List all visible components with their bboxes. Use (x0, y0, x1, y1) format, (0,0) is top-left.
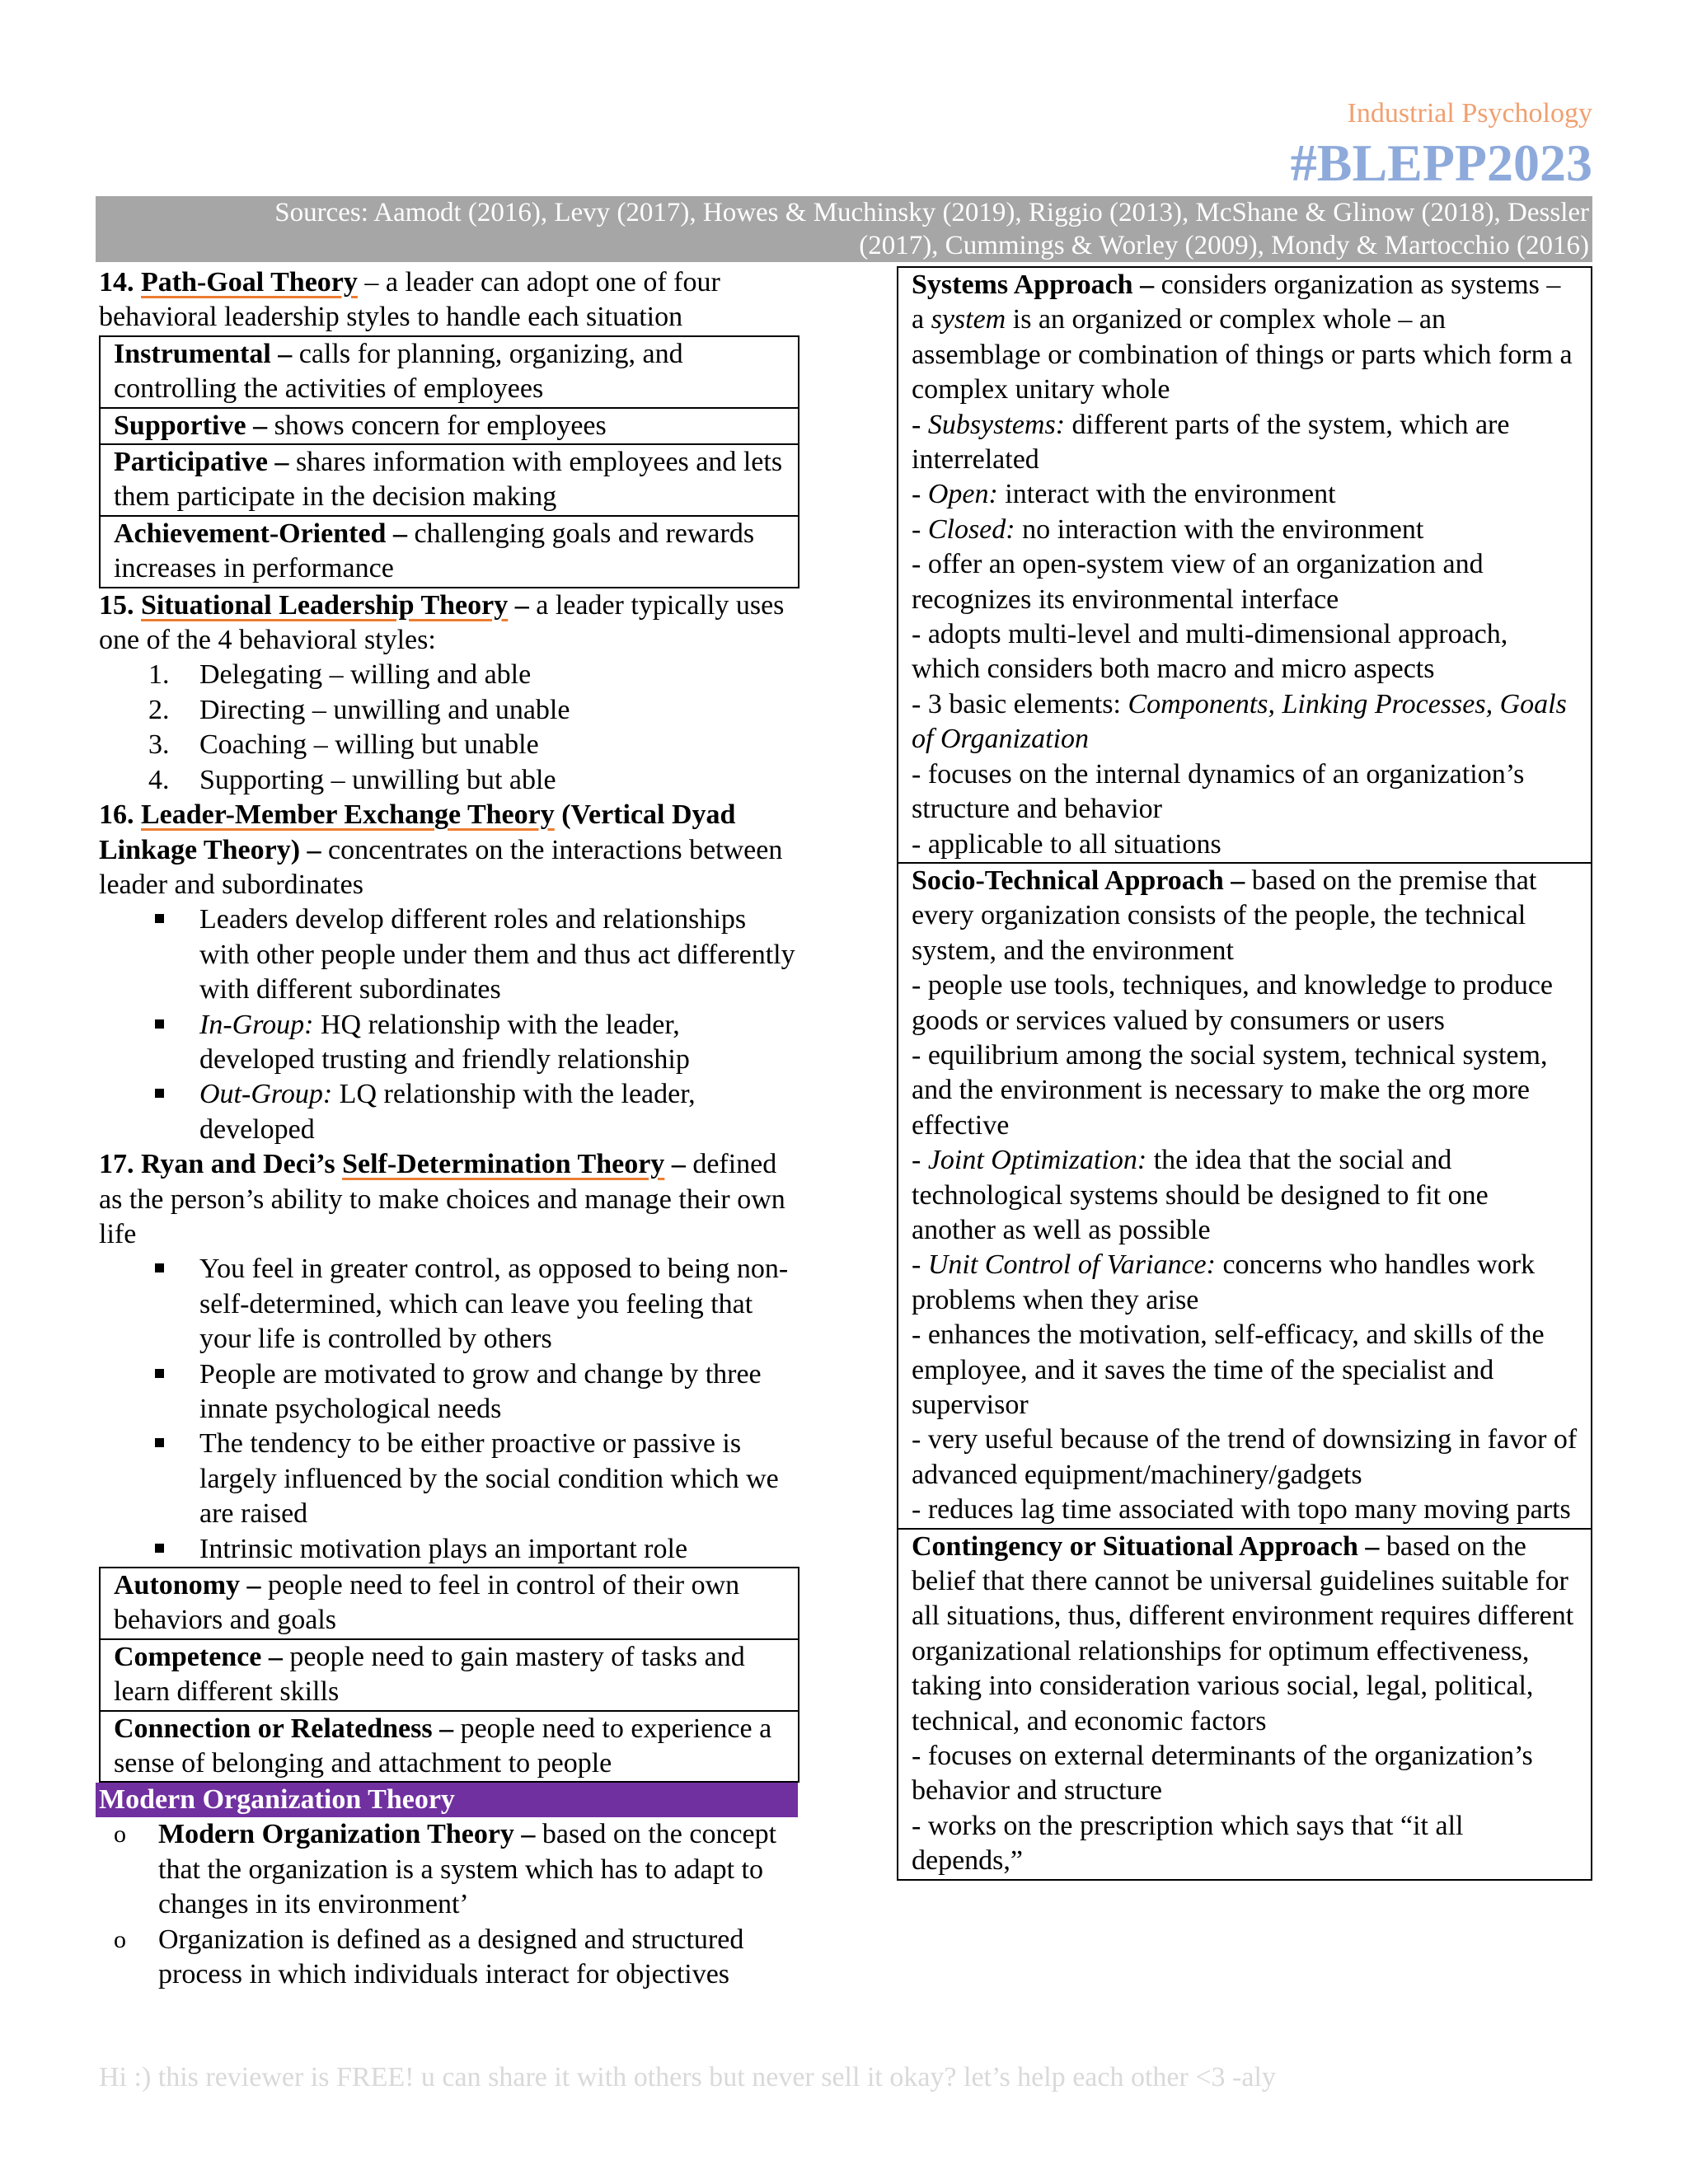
situational-styles-list (99, 658, 801, 798)
bullet-text: Leaders develop different roles and relationships with other people under them and thus act differently with different subordinates (199, 904, 795, 1005)
socio-intro (912, 864, 1578, 968)
circle-bullet: o (114, 1925, 126, 1953)
sdt-prefix: 17. Ryan and Deci’s (99, 1149, 343, 1180)
list-item (148, 658, 801, 692)
systems-line: - adopts multi-level and multi-dimensional approach, which considers both macro and micro aspects (912, 619, 1508, 685)
jo-text: the idea that the social and technological systems should be designed to fit one another as well as possible (912, 1145, 1489, 1245)
contingency-term: Contingency or Situational Approach – (912, 1530, 1380, 1562)
bullet-text: You feel in greater control, as opposed to being non-self-determined, which can leave you feeling that your life is controlled by others (199, 1254, 789, 1355)
situational-desc: a leader typically uses one of the 4 behavioral styles: (99, 589, 785, 656)
closed-term: Closed: (927, 513, 1015, 545)
style-achievement (101, 517, 798, 587)
socio-joint-optimization: - Joint Optimization: the idea that the social and technological systems should be designed to fit one another as well as possible (912, 1145, 1489, 1245)
bullet-text: The tendency to be either proactive or passive is largely influenced by the social condition which we are raised (199, 1428, 779, 1530)
item-term: Modern Organization Theory – (158, 1819, 536, 1850)
systems-closed: - Closed: no interaction with the environment (912, 513, 1424, 545)
contingency-cell (898, 1530, 1591, 1879)
systems-intro-text: considers organization as systems – a (912, 269, 1561, 335)
socio-line: - enhances the motivation, self-efficacy, and skills of the employee, and it saves the time of the specialist and supervisor (912, 1319, 1545, 1420)
need-desc: people need to feel in control of their own behaviors and goals (114, 1570, 740, 1636)
bullet-term: In-Group: (199, 1009, 314, 1040)
sdt-needs-table (99, 1567, 799, 1783)
socio-line: - reduces lag time associated with topo many moving parts (912, 1494, 1571, 1526)
situational-number: 15. (99, 589, 134, 621)
item-text: Delegating – willing and able (199, 659, 532, 691)
list-item (199, 1077, 801, 1147)
need-competence (101, 1640, 798, 1712)
item-text: Supporting – unwilling but able (199, 764, 556, 795)
closed-text: no interaction with the environment (1015, 513, 1424, 545)
bullet-text: HQ relationship with the leader, developed trusting and friendly relationship (199, 1009, 690, 1075)
socio-unit-control: - Unit Control of Variance: concerns who handles work problems when they arise (912, 1249, 1536, 1315)
lmx-name: Leader-Member Exchange Theory (141, 799, 555, 831)
list-item (148, 728, 801, 762)
item-number: 2. (148, 694, 170, 725)
systems-term: Systems Approach – (912, 269, 1155, 300)
contingency-intro-text: based on the belief that there cannot be universal guidelines suitable for all situations, thus, different environment requires different organizational relationships for optimum effectiveness, taking into consideration various social, legal, political, technical, and economic factors (912, 1530, 1574, 1736)
sdt-heading (99, 1147, 801, 1252)
bullet-text: People are motivated to grow and change by three innate psychological needs (199, 1358, 762, 1424)
bullet-text: Intrinsic motivation plays an important role (199, 1533, 688, 1564)
list-item (114, 1923, 801, 1993)
list-item (199, 1252, 801, 1357)
subsystems-term: Subsystems: (927, 409, 1066, 440)
need-desc: people need to experience a sense of belonging and attachment to people (114, 1713, 772, 1779)
item-text: Coaching – willing but unable (199, 729, 539, 761)
open-text: interact with the environment (997, 479, 1336, 510)
list-item (199, 1008, 801, 1078)
systems-open: - Open: interact with the environment (912, 479, 1336, 510)
bullet-text: LQ relationship with the leader, developed (199, 1079, 696, 1145)
modern-org-list (99, 1817, 801, 1992)
systems-intro-text-2: is an organized or complex whole – an assemblage or combination of things or parts which form a complex unitary whole (912, 304, 1573, 405)
systems-elements (912, 687, 1578, 757)
style-desc: shares information with employees and lets them participate in the decision making (114, 447, 783, 513)
subsystems-text: different parts of the system, which are interrelated (912, 409, 1510, 476)
hashtag-title: #BLEPP2023 (1290, 134, 1592, 192)
ucv-term: Unit Control of Variance: (927, 1249, 1216, 1281)
approaches-table (897, 266, 1592, 1881)
situational-heading (99, 588, 801, 658)
list-item (148, 693, 801, 728)
list-item (114, 1817, 801, 1922)
need-desc: people need to gain mastery of tasks and learn different skills (114, 1641, 745, 1708)
ucv-text: concerns who handles work problems when they arise (912, 1249, 1536, 1315)
systems-line: - offer an open-system view of an organization and recognizes its environmental interface (912, 549, 1484, 615)
sources-line-2: (2017), Cummings & Worley (2009), Mondy & Martocchio (2016) (859, 231, 1589, 260)
lmx-bullets (99, 902, 801, 1147)
need-term: Connection or Relatedness – (114, 1713, 454, 1744)
right-column (897, 266, 1592, 1881)
style-supportive (101, 409, 798, 445)
item-number: 1. (148, 659, 170, 691)
item-number: 4. (148, 764, 170, 795)
contingency-line: - focuses on external determinants of the organization’s behavior and structure (912, 1741, 1533, 1807)
socio-term: Socio-Technical Approach – (912, 865, 1245, 896)
elements-list: Components, Linking Processes, Goals of Organization (912, 688, 1567, 755)
systems-intro (912, 268, 1578, 408)
systems-approach-cell (898, 268, 1591, 864)
lmx-heading (99, 798, 801, 902)
path-goal-styles-table (99, 335, 799, 588)
footer-note: Hi :) this reviewer is FREE! u can share it with others but never sell it okay? let’s help each other <3 -aly (99, 2062, 1276, 2093)
list-item (199, 1532, 801, 1567)
lmx-alt-name: (Vertical Dyad Linkage Theory) – (99, 799, 736, 865)
sources-banner (96, 196, 1592, 262)
modern-org-section-heading: Modern Organization Theory (96, 1783, 798, 1817)
circle-bullet: o (114, 1821, 126, 1849)
jo-term: Joint Optimization: (927, 1145, 1147, 1176)
style-term: Achievement-Oriented – (114, 518, 407, 549)
contingency-line: - works on the prescription which says that “it all depends,” (912, 1810, 1464, 1877)
list-item (199, 1357, 801, 1427)
need-term: Competence – (114, 1641, 283, 1672)
path-goal-number: 14. (99, 267, 134, 298)
sdt-desc: defined as the person’s ability to make choices and manage their own life (99, 1149, 785, 1249)
systems-line: - focuses on the internal dynamics of an organization’s structure and behavior (912, 758, 1525, 825)
systems-subsystems: - Subsystems: different parts of the system, which are interrelated (912, 409, 1510, 476)
list-item (199, 902, 801, 1007)
item-number: 3. (148, 729, 170, 761)
lmx-desc: concentrates on the interactions between leader and subordinates (99, 834, 783, 900)
socio-intro-text: based on the premise that every organization consists of the people, the technical system, and the environment (912, 865, 1537, 966)
situational-name: Situational Leadership Theory (141, 589, 509, 621)
systems-line: - applicable to all situations (912, 828, 1221, 860)
open-term: Open: (927, 479, 998, 510)
situational-dash: – (508, 589, 529, 621)
need-autonomy (101, 1568, 798, 1640)
path-goal-desc: – a leader can adopt one of four behavioral leadership styles to handle each situation (99, 267, 720, 333)
sdt-dash: – (664, 1149, 686, 1180)
left-column (99, 265, 801, 1993)
need-term: Autonomy – (114, 1570, 261, 1601)
lmx-number: 16. (99, 799, 134, 831)
style-desc: shows concern for employees (267, 410, 607, 441)
sdt-bullets (99, 1252, 801, 1567)
item-text: Directing – unwilling and unable (199, 694, 570, 725)
socio-line: - people use tools, techniques, and knowledge to produce goods or services valued by consumers or users (912, 970, 1554, 1036)
bullet-term: Out-Group: (199, 1079, 333, 1110)
socio-line: - equilibrium among the social system, technical system, and the environment is necessary to make the org more effective (912, 1039, 1548, 1141)
item-text: Organization is defined as a designed and structured process in which individuals interact for objectives (158, 1924, 744, 1990)
style-term: Instrumental – (114, 338, 293, 369)
sources-line-1: Sources: Aamodt (2016), Levy (2017), Howes & Muchinsky (2019), Riggio (2013), McShane & Glinow (2018), Dessler (274, 198, 1589, 227)
style-term: Participative – (114, 447, 289, 478)
socio-line: - very useful because of the trend of downsizing in favor of advanced equipment/machinery/gadgets (912, 1424, 1578, 1490)
contingency-intro (912, 1530, 1578, 1739)
path-goal-name: Path-Goal Theory (141, 267, 358, 298)
elements-prefix: - 3 basic elements: (912, 688, 1128, 719)
systems-em: system (931, 304, 1006, 335)
style-desc: challenging goals and rewards increases in performance (114, 518, 755, 584)
style-desc: calls for planning, organizing, and controlling the activities of employees (114, 338, 683, 405)
style-term: Supportive – (114, 410, 268, 441)
item-text: based on the concept that the organization is a system which has to adapt to changes in its environment’ (158, 1819, 777, 1920)
socio-technical-cell (898, 864, 1591, 1530)
style-participative (101, 445, 798, 517)
need-relatedness (101, 1712, 798, 1782)
path-goal-heading (99, 265, 801, 335)
style-instrumental (101, 337, 798, 409)
list-item (148, 763, 801, 798)
subject-label: Industrial Psychology (1347, 98, 1592, 129)
sdt-name: Self-Determination Theory (342, 1149, 665, 1180)
list-item (199, 1427, 801, 1531)
